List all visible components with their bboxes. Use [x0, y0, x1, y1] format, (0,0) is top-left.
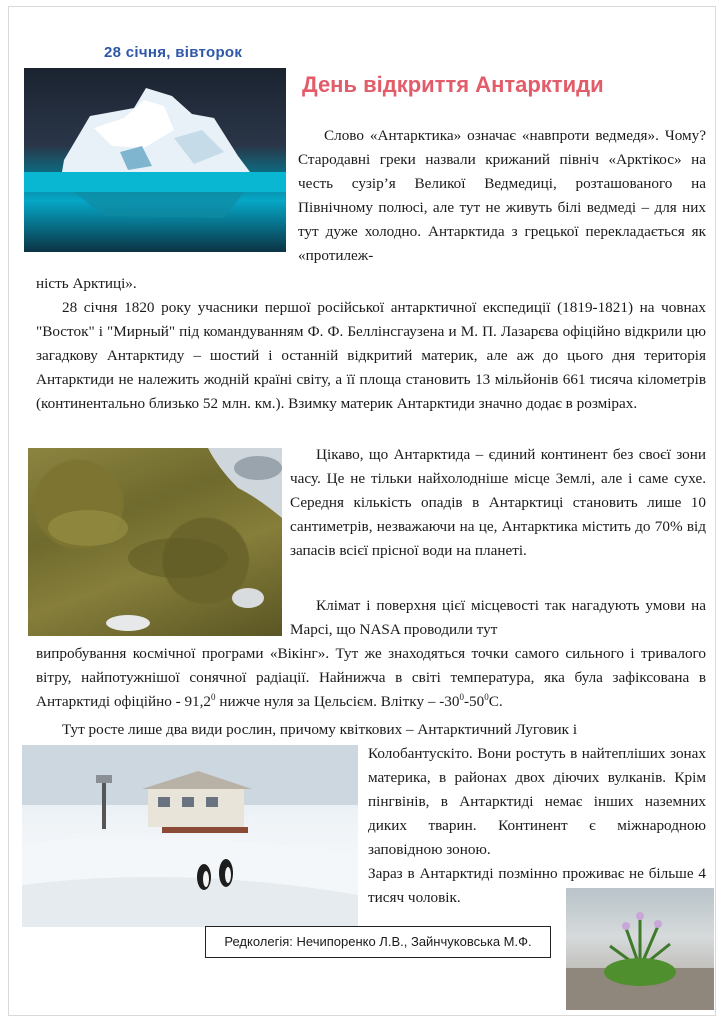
paragraph-climate: випробування космічної програми «Вікінг». Тут же знаходяться точки самого сильного і тривалого вітру, найпотужнішої сонячної радіації. Найнижча в світі температура, яка була зафіксована в Антарктиді офіційно - 91,2$^0$ нижче нуля за Цельсієм. Влітку – $-30^0-50^0С$. [36, 645, 706, 710]
paragraph-plants: Колобантускіто. Вони ростуть в найтепліших зонах материка, в районах двох діючих вулканів. Крім пінгвінів, в Антарктиді немає інших наземних диких тварин. Континент є міжнародною заповідною зоною. [368, 745, 706, 858]
paragraph-expedition: 28 січня 1820 року учасники першої російської антарктичної експедиції (1819-1821) на човнах "Восток" і "Мирный" під командуванням Ф. Ф. Беллінсгаузена и М. П. Лазарєва офіційно відкрили цю загадкову Антарктиду – шостий і останній відкритий материк, але аж до цього дня територія Антарктиди не належить жодній країні світу, а її площа становить 13 мільйонів 661 тисяча кілометрів (континентально близько 52 млн. км.). Взимку материк Антарктиди значно додає в розмірах. [36, 299, 706, 412]
paragraph-intro-end: ність Арктиці». [36, 275, 137, 292]
paragraph-climate-top: Клімат і поверхня цієї місцевості так нагадують умови на Марсі, що NASA проводили тут [290, 597, 706, 638]
station-photo [22, 745, 358, 927]
paragraph-intro: Слово «Антарктика» означає «навпроти ведмедя». Чому? Стародавні греки назвали крижаний північ «Арктікос» на честь сузір’я Великої Ведмедиці, розташованого на Північному полюсі, але тут не живуть білі ведмеді – для них тут дуже холодно. Антарктида з грецької перекладається як «протилеж- [298, 127, 706, 264]
article-title: День відкриття Антарктиди [302, 72, 604, 97]
editorial-credits: Редколегія: Нечипоренко Л.В., Зайнчуковська М.Ф. [205, 926, 551, 958]
paragraph-time-zone: Цікаво, що Антарктида – єдиний континент без своєї зони часу. Це не тільки найхолодніше місце Землі, але і саме сухе. Середня кількість опадів в Антарктиці становить лише 10 сантиметрів, незважаючи на це, Антарктика містить до 70% від запасів всієї прісної води на планеті. [290, 446, 706, 559]
issue-date: 28 січня, вівторок [104, 44, 243, 61]
moss-photo [28, 448, 282, 636]
paragraph-population: Зараз в Антарктиді позмінно проживає не більше 4 тисяч чоловік. [368, 865, 706, 906]
iceberg-photo [24, 68, 286, 252]
paragraph-plants-top: Тут росте лише два види рослин, причому квіткових – Антарктичний Луговик і [62, 721, 578, 738]
flower-photo [566, 888, 714, 1010]
